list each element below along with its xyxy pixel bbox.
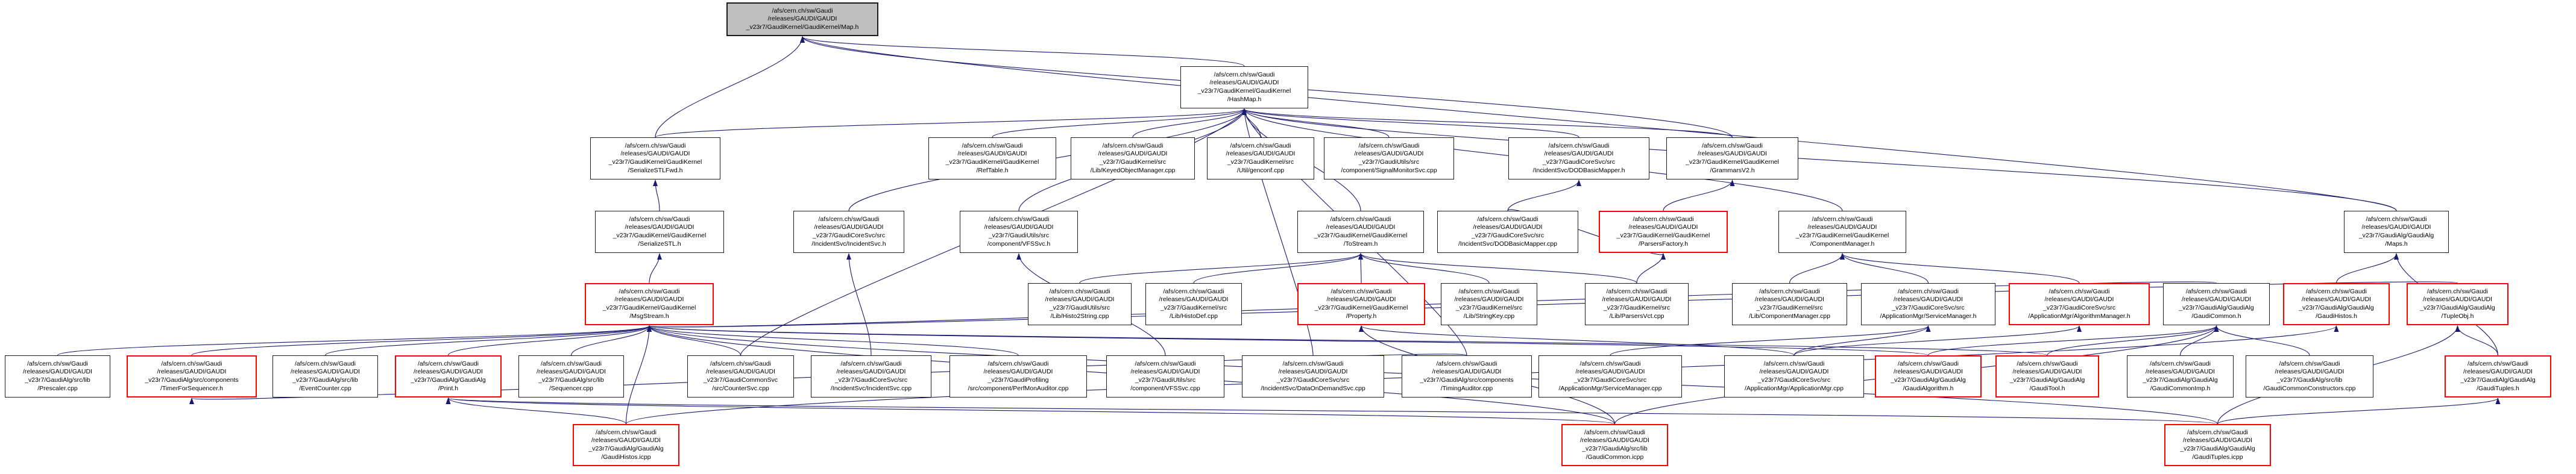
graph-node-gaudicommonconstructors_cpp[interactable] [2246, 355, 2373, 398]
graph-node-label-line: /afs/cern.ch/sw/Gaudi [1477, 215, 1538, 223]
graph-node-label-line: /releases/GAUDI/GAUDI [1807, 223, 1877, 231]
graph-node-label-line: /afs/cern.ch/sw/Gaudi [1282, 360, 1344, 367]
graph-node-label-line: _v23r7/GaudiCoreSvc/src [1573, 376, 1647, 384]
graph-node-label-line: /releases/GAUDI/GAUDI [1209, 79, 1279, 87]
graph-node-label-line: /releases/GAUDI/GAUDI [2302, 296, 2371, 304]
graph-node-keyedobjectmanager_cpp[interactable] [1071, 137, 1195, 179]
graph-node-label-line: /afs/cern.ch/sw/Gaudi [1102, 142, 1164, 149]
graph-node-label-line: /releases/GAUDI/GAUDI [1602, 296, 1672, 304]
graph-node-applicationmgr_cpp[interactable] [1724, 355, 1864, 398]
graph-node-label-line: /afs/cern.ch/sw/Gaudi [1606, 287, 1667, 295]
graph-node-label-line: _v23r7/GaudiKernel/GaudiKernel [945, 158, 1039, 166]
graph-node-label-line: /ApplicationMgr/ApplicationMgr.cpp [1744, 384, 1844, 392]
graph-node-gaudituples_icpp[interactable] [2164, 424, 2271, 466]
include-edge-countersvc_cpp-to-msgstream_h [649, 326, 741, 355]
include-edge-gaudicommonimp_h-to-gaudicommon_h [2181, 326, 2217, 355]
graph-node-dataondemandsvc_cpp[interactable] [1242, 355, 1384, 398]
graph-node-incidentsvc_cpp[interactable] [811, 355, 931, 398]
graph-node-label-line: /releases/GAUDI/GAUDI [291, 368, 360, 376]
graph-node-dodbasicmapper_h[interactable] [1508, 137, 1649, 179]
graph-node-label-line: /afs/cern.ch/sw/Gaudi [2306, 287, 2367, 295]
graph-node-label-line: /releases/GAUDI/GAUDI [614, 296, 684, 304]
graph-node-label-line: _v23r7/GaudiKernel/GaudiKernel [1795, 232, 1889, 239]
graph-node-label-line: /afs/cern.ch/sw/Gaudi [962, 142, 1023, 149]
graph-node-label-line: _v23r7/GaudiAlg/GaudiAlg [2180, 445, 2255, 452]
graph-node-label-line: /releases/GAUDI/GAUDI [591, 437, 661, 444]
include-edge-servicemanager_h-to-componentmanager_h [1842, 254, 1929, 283]
graph-node-timerforsequencer_h[interactable] [127, 355, 257, 398]
graph-node-label-line: /SerializeSTL.h [638, 240, 681, 248]
graph-node-label-line: _v23r7/GaudiKernel/GaudiKernel [608, 158, 702, 166]
graph-node-sequencer_cpp[interactable] [518, 355, 624, 398]
graph-node-label-line: _v23r7/GaudiCoreSvc/src [1276, 376, 1350, 384]
graph-node-label-line: _v23r7/GaudiKernel/GaudiKernel [1686, 158, 1779, 166]
graph-node-label-line: /afs/cern.ch/sw/Gaudi [295, 360, 356, 367]
include-edge-sequencer_cpp-to-msgstream_h [572, 326, 650, 355]
graph-node-label-line: _v23r7/GaudiUtils/src [1358, 158, 1420, 166]
include-edge-parsersvct_cpp-to-tostream_h [1361, 254, 1637, 283]
graph-node-label-line: /Property.h [1346, 312, 1377, 320]
include-edge-applicationmgr_cpp-to-algorithmmanager_h [1794, 326, 2079, 355]
graph-node-label-line: /afs/cern.ch/sw/Gaudi [2186, 287, 2247, 295]
graph-node-label-line: /afs/cern.ch/sw/Gaudi [1633, 215, 1694, 223]
include-edge-gaudituples_icpp-to-print_h [449, 398, 2218, 424]
include-edge-serializestlfwd_h-to-hashmap_h [655, 109, 1244, 137]
graph-node-label-line: /component/VFSSvc.cpp [1130, 384, 1200, 392]
graph-node-label-line: /GaudiTuples.icpp [2192, 453, 2243, 461]
graph-node-label-line: /releases/GAUDI/GAUDI [2044, 296, 2114, 304]
graph-node-label-line: /Lib/ComponentManager.cpp [1749, 312, 1830, 320]
graph-node-label-line: /releases/GAUDI/GAUDI [1580, 437, 1649, 444]
include-edge-timerforsequencer_h-to-msgstream_h [192, 326, 649, 355]
include-edge-componentmanager_cpp-to-componentmanager_h [1790, 254, 1843, 283]
graph-node-label-line: /releases/GAUDI/GAUDI [414, 368, 483, 376]
graph-node-label-line: /afs/cern.ch/sw/Gaudi [1436, 360, 1497, 367]
graph-node-label-line: _v23r7/GaudiUtils/src [1049, 304, 1110, 311]
graph-node-label-line: /IncidentSvc/DataOnDemandSvc.cpp [1261, 384, 1365, 392]
graph-node-label-line: /releases/GAUDI/GAUDI [625, 223, 694, 231]
include-edge-keyedobjectmanager_cpp-to-hashmap_h [1133, 109, 1244, 137]
graph-node-gauditool_h[interactable] [1995, 355, 2099, 398]
graph-node-label-line: _v23r7/GaudiAlg/GaudiAlg [2420, 304, 2495, 311]
graph-node-label-line: _v23r7/GaudiAlg/GaudiAlg [2009, 376, 2085, 384]
graph-node-label-line: _v23r7/GaudiCoreSvc/src [812, 232, 886, 239]
graph-node-label-line: /Util/genconf.cpp [1236, 166, 1285, 174]
graph-node-gaudituples_h[interactable] [2445, 355, 2551, 398]
graph-node-label-line: /afs/cern.ch/sw/Gaudi [2187, 428, 2248, 436]
graph-node-label-line: _v23r7/GaudiAlg/GaudiAlg [2460, 376, 2536, 384]
graph-node-label-line: /releases/GAUDI/GAUDI [983, 368, 1053, 376]
include-edge-msgstream_h-to-serializestl_h [649, 254, 660, 283]
graph-node-label-line: _v23r7/GaudiKernel/GaudiKernel [1616, 232, 1710, 239]
graph-node-label-line: /GaudiAlgorithm.h [1903, 384, 1954, 392]
graph-node-label-line: /afs/cern.ch/sw/Gaudi [1548, 142, 1610, 149]
graph-node-label-line: _v23r7/GaudiKernel/GaudiKernel [613, 232, 707, 239]
graph-node-gaudicommonimp_h[interactable] [2127, 355, 2234, 398]
graph-node-label-line: /releases/GAUDI/GAUDI [1159, 296, 1229, 304]
graph-node-label-line: /afs/cern.ch/sw/Gaudi [1898, 360, 1959, 367]
graph-node-label-line: /GaudiCommon.h [2191, 312, 2241, 320]
graph-node-label-line: /releases/GAUDI/GAUDI [1326, 296, 1396, 304]
graph-node-signalmonitorsvc_cpp[interactable] [1324, 137, 1454, 179]
graph-node-msgstream_h[interactable] [585, 283, 714, 325]
graph-node-label-line: _v23r7/GaudiAlg/GaudiAlg [411, 376, 486, 384]
graph-node-label-line: /releases/GAUDI/GAUDI [1454, 296, 1524, 304]
graph-node-label-line: /releases/GAUDI/GAUDI [836, 368, 906, 376]
graph-node-label-line: /releases/GAUDI/GAUDI [2146, 368, 2215, 376]
graph-node-label-line: /afs/cern.ch/sw/Gaudi [2427, 287, 2488, 295]
graph-node-maps_h[interactable] [2344, 211, 2449, 253]
include-edge-gaudihistos_h-to-maps_h [2337, 254, 2397, 283]
graph-node-label-line: /afs/cern.ch/sw/Gaudi [1898, 287, 1959, 295]
include-edge-gaudialgorithm_h-to-gaudicommon_h [1929, 326, 2217, 355]
graph-node-label-line: /releases/GAUDI/GAUDI [1698, 150, 1767, 158]
graph-node-label-line: /afs/cern.ch/sw/Gaudi [619, 287, 680, 295]
graph-node-label-line: _v23r7/GaudiKernel/src [1756, 304, 1823, 311]
graph-node-label-line: /ToStream.h [1343, 240, 1378, 248]
graph-node-label-line: /releases/GAUDI/GAUDI [2182, 296, 2251, 304]
graph-node-serializestlfwd_h[interactable] [590, 137, 720, 179]
include-edge-incidentsvc_cpp-to-incidentsvc_h [849, 254, 871, 355]
graph-node-label-line: /releases/GAUDI/GAUDI [984, 223, 1054, 231]
graph-node-label-line: /IncidentSvc/IncidentSvc.cpp [830, 384, 912, 392]
graph-node-label-line: /releases/GAUDI/GAUDI [537, 368, 606, 376]
graph-node-label-line: /afs/cern.ch/sw/Gaudi [1702, 142, 1763, 149]
graph-node-label-line: _v23r7/GaudiKernel/GaudiKernel [1314, 232, 1408, 239]
include-edge-algorithmmanager_h-to-componentmanager_h [1842, 254, 2079, 283]
graph-node-vfssvc_cpp[interactable] [1106, 355, 1224, 398]
graph-node-map_h[interactable] [726, 2, 878, 36]
graph-node-parsersvct_cpp[interactable] [1585, 283, 1689, 325]
graph-node-stringkey_cpp[interactable] [1441, 283, 1537, 325]
graph-node-label-line: /afs/cern.ch/sw/Gaudi [2279, 360, 2340, 367]
graph-node-label-line: /GaudiTuples.h [2477, 384, 2519, 392]
graph-node-label-line: /releases/GAUDI/GAUDI [1354, 150, 1424, 158]
graph-node-label-line: _v23r7/GaudiAlg/GaudiAlg [2179, 304, 2254, 311]
graph-node-label-line: /afs/cern.ch/sw/Gaudi [2467, 360, 2528, 367]
include-edge-histo2string_cpp-to-tostream_h [1080, 254, 1361, 283]
graph-node-label-line: _v23r7/GaudiCoreSvc/src [2042, 304, 2116, 311]
graph-node-label-line: /afs/cern.ch/sw/Gaudi [710, 360, 771, 367]
graph-node-label-line: /afs/cern.ch/sw/Gaudi [840, 360, 902, 367]
graph-node-label-line: /releases/GAUDI/GAUDI [2423, 296, 2492, 304]
graph-node-label-line: /releases/GAUDI/GAUDI [157, 368, 227, 376]
graph-node-label-line: /afs/cern.ch/sw/Gaudi [541, 360, 602, 367]
include-edge-gaudicommon_icpp-to-print_h [449, 398, 1615, 424]
graph-node-label-line: _v23r7/GaudiCommonSvc [703, 376, 778, 384]
include-edge-stringkey_cpp-to-tostream_h [1361, 254, 1489, 283]
graph-node-label-line: _v23r7/GaudiKernel/src [1160, 304, 1227, 311]
graph-node-label-line: /releases/GAUDI/GAUDI [1894, 296, 1963, 304]
graph-node-label-line: /afs/cern.ch/sw/Gaudi [629, 215, 690, 223]
graph-node-label-line: /SerializeSTLFwd.h [628, 166, 683, 174]
graph-node-label-line: _v23r7/GaudiAlg/src/lib [292, 376, 358, 384]
graph-node-label-line: /releases/GAUDI/GAUDI [1544, 150, 1614, 158]
graph-node-label-line: /releases/GAUDI/GAUDI [1098, 150, 1168, 158]
graph-node-label-line: /releases/GAUDI/GAUDI [2012, 368, 2082, 376]
graph-node-prescaler_cpp[interactable] [5, 355, 110, 398]
graph-node-label-line: /ParsersFactory.h [1638, 240, 1689, 248]
graph-node-label-line: /releases/GAUDI/GAUDI [767, 15, 837, 23]
graph-node-label-line: /Lib/StringKey.cpp [1463, 312, 1515, 320]
graph-node-genconf_cpp[interactable] [1207, 137, 1314, 179]
graph-node-label-line: /releases/GAUDI/GAUDI [1326, 223, 1396, 231]
include-edge-gaudihistos_icpp-to-msgstream_h [626, 326, 650, 424]
graph-node-label-line: /afs/cern.ch/sw/Gaudi [1812, 215, 1873, 223]
graph-node-label-line: /releases/GAUDI/GAUDI [1628, 223, 1698, 231]
graph-node-label-line: /afs/cern.ch/sw/Gaudi [1584, 428, 1645, 436]
graph-node-label-line: /releases/GAUDI/GAUDI [1575, 368, 1645, 376]
graph-node-label-line: /afs/cern.ch/sw/Gaudi [2049, 287, 2110, 295]
graph-node-label-line: /releases/GAUDI/GAUDI [1045, 296, 1115, 304]
graph-node-label-line: _v23r7/GaudiAlg/GaudiAlg [2143, 376, 2218, 384]
graph-node-label-line: /Lib/ParsersVct.cpp [1609, 312, 1664, 320]
graph-node-servicemanager_cpp[interactable] [1538, 355, 1682, 398]
graph-node-label-line: /afs/cern.ch/sw/Gaudi [596, 428, 657, 436]
graph-node-label-line: _v23r7/GaudiCoreSvc/src [1471, 232, 1545, 239]
graph-node-label-line: _v23r7/GaudiAlg/GaudiAlg [588, 445, 664, 452]
graph-node-gaudialgorithm_h[interactable] [1875, 355, 1982, 398]
graph-node-label-line: /afs/cern.ch/sw/Gaudi [1763, 360, 1825, 367]
graph-node-label-line: _v23r7/GaudiAlg/GaudiAlg [2299, 304, 2374, 311]
graph-node-label-line: /Maps.h [2385, 240, 2408, 248]
graph-node-label-line: /afs/cern.ch/sw/Gaudi [161, 360, 222, 367]
graph-node-histodef_cpp[interactable] [1145, 283, 1242, 325]
graph-node-serializestl_h[interactable] [595, 211, 724, 253]
graph-node-label-line: /Lib/KeyedObjectManager.cpp [1090, 166, 1176, 174]
graph-node-label-line: /afs/cern.ch/sw/Gaudi [1330, 215, 1391, 223]
include-edge-eventcounter_cpp-to-msgstream_h [326, 326, 650, 355]
graph-node-label-line: /afs/cern.ch/sw/Gaudi [1759, 287, 1820, 295]
graph-node-tupleobj_h[interactable] [2407, 283, 2508, 325]
graph-node-label-line: /releases/GAUDI/GAUDI [2361, 223, 2431, 231]
graph-node-label-line: _v23r7/GaudiProfiling [987, 376, 1049, 384]
graph-node-reftable_h[interactable] [928, 137, 1056, 179]
graph-node-label-line: /afs/cern.ch/sw/Gaudi [988, 215, 1050, 223]
graph-node-label-line: /MsgStream.h [629, 312, 669, 320]
graph-node-label-line: /IncidentSvc/IncidentSvc.h [811, 240, 886, 248]
graph-node-label-line: /releases/GAUDI/GAUDI [2275, 368, 2345, 376]
graph-node-label-line: /releases/GAUDI/GAUDI [1755, 296, 1824, 304]
graph-node-label-line: /GrammarsV2.h [1710, 166, 1755, 174]
graph-node-label-line: /releases/GAUDI/GAUDI [1130, 368, 1200, 376]
include-edge-gauditool_h-to-msgstream_h [649, 326, 2047, 355]
graph-node-eventcounter_cpp[interactable] [272, 355, 378, 398]
graph-node-hashmap_h[interactable] [1180, 66, 1308, 108]
graph-node-label-line: /GaudiHistos.h [2316, 312, 2357, 320]
graph-node-label-line: /afs/cern.ch/sw/Gaudi [987, 360, 1049, 367]
graph-node-label-line: _v23r7/GaudiAlg/src/lib [2276, 376, 2343, 384]
graph-node-label-line: /IncidentSvc/DODBasicMapper.cpp [1458, 240, 1557, 248]
graph-node-label-line: _v23r7/GaudiCoreSvc/src [1757, 376, 1831, 384]
graph-node-label-line: /releases/GAUDI/GAUDI [2463, 368, 2533, 376]
graph-node-label-line: /TupleObj.h [2441, 312, 2474, 320]
graph-node-label-line: /afs/cern.ch/sw/Gaudi [1135, 360, 1196, 367]
include-edge-serializestl_h-to-serializestlfwd_h [655, 180, 660, 211]
graph-node-parsersfactory_h[interactable] [1599, 211, 1728, 253]
graph-node-label-line: /Prescaler.cpp [37, 384, 78, 392]
graph-node-dodbasicmapper_cpp[interactable] [1437, 211, 1578, 253]
graph-node-timingauditor_cpp[interactable] [1402, 355, 1532, 398]
graph-node-label-line: /GaudiCommonImp.h [2150, 384, 2211, 392]
graph-node-label-line: _v23r7/GaudiCoreSvc/src [834, 376, 908, 384]
graph-node-label-line: /afs/cern.ch/sw/Gaudi [1214, 70, 1275, 78]
graph-node-label-line: /releases/GAUDI/GAUDI [1759, 368, 1829, 376]
graph-node-label-line: _v23r7/GaudiAlg/GaudiAlg [1891, 376, 1966, 384]
include-edge-maps_h-to-map_h [802, 37, 2396, 211]
graph-node-label-line: /HashMap.h [1227, 95, 1262, 103]
graph-node-label-line: /releases/GAUDI/GAUDI [2183, 437, 2252, 444]
graph-node-label-line: /releases/GAUDI/GAUDI [1473, 223, 1543, 231]
graph-node-label-line: /releases/GAUDI/GAUDI [1278, 368, 1348, 376]
graph-node-label-line: /releases/GAUDI/GAUDI [1894, 368, 1963, 376]
graph-node-label-line: /afs/cern.ch/sw/Gaudi [418, 360, 479, 367]
graph-node-label-line: /Lib/Histo2String.cpp [1050, 312, 1109, 320]
graph-node-label-line: /releases/GAUDI/GAUDI [1432, 368, 1502, 376]
graph-node-label-line: /component/SignalMonitorSvc.cpp [1341, 166, 1437, 174]
graph-node-label-line: /component/VFSSvc.h [987, 240, 1051, 248]
graph-node-label-line: /afs/cern.ch/sw/Gaudi [2017, 360, 2078, 367]
graph-node-label-line: _v23r7/GaudiKernel/GaudiKernel [602, 304, 696, 311]
graph-node-label-line: /ComponentManager.h [1810, 240, 1875, 248]
graph-node-label-line: /releases/GAUDI/GAUDI [1226, 150, 1296, 158]
include-edge-parsersfactory_h-to-grammarsv2_h [1663, 180, 1733, 211]
graph-node-label-line: /Sequencer.cpp [549, 384, 593, 392]
graph-node-label-line: _v23r7/GaudiAlg/GaudiAlg [2358, 232, 2434, 239]
graph-node-label-line: /afs/cern.ch/sw/Gaudi [1358, 142, 1420, 149]
include-edge-dodbasicmapper_cpp-to-dodbasicmapper_h [1508, 180, 1579, 211]
graph-node-label-line: /afs/cern.ch/sw/Gaudi [2366, 215, 2427, 223]
graph-node-label-line: _v23r7/GaudiCoreSvc/src [1542, 158, 1616, 166]
graph-node-label-line: /IncidentSvc/DODBasicMapper.h [1532, 166, 1625, 174]
graph-node-componentmanager_cpp[interactable] [1732, 283, 1847, 325]
graph-node-label-line: _v23r7/GaudiKernel/src [1227, 158, 1294, 166]
include-edge-prescaler_cpp-to-msgstream_h [58, 326, 650, 355]
graph-node-label-line: /Lib/HistoDef.cpp [1170, 312, 1218, 320]
graph-node-label-line: /src/CounterSvc.cpp [712, 384, 769, 392]
include-edge-parsersvct_cpp-to-parsersfactory_h [1637, 254, 1663, 283]
graph-node-gaudicommon_icpp[interactable] [1561, 424, 1668, 466]
include-edge-serializestlfwd_h-to-map_h [655, 37, 802, 137]
graph-node-label-line: /releases/GAUDI/GAUDI [23, 368, 92, 376]
graph-node-label-line: _v23r7/GaudiKernel/GaudiKernel/Map.h [746, 23, 859, 31]
graph-node-label-line: _v23r7/GaudiAlg/src/lib [25, 376, 90, 384]
graph-node-label-line: /releases/GAUDI/GAUDI [620, 150, 690, 158]
graph-node-label-line: /releases/GAUDI/GAUDI [957, 150, 1027, 158]
graph-node-label-line: _v23r7/GaudiAlg/src/components [145, 376, 239, 384]
graph-node-label-line: /afs/cern.ch/sw/Gaudi [1331, 287, 1392, 295]
graph-node-label-line: /afs/cern.ch/sw/Gaudi [818, 215, 880, 223]
graph-node-label-line: /TimerForSequencer.h [160, 384, 224, 392]
graph-node-label-line: _v23r7/GaudiUtils/src [1135, 376, 1196, 384]
graph-node-label-line: _v23r7/GaudiKernel/src [1603, 304, 1671, 311]
graph-node-perfmonauditor_cpp[interactable] [949, 355, 1087, 398]
graph-node-label-line: /afs/cern.ch/sw/Gaudi [1579, 360, 1641, 367]
graph-node-label-line: _v23r7/GaudiAlg/src/components [1420, 376, 1514, 384]
graph-node-label-line: /ApplicationMgr/ServiceManager.cpp [1558, 384, 1662, 392]
graph-node-label-line: /GaudiCommon.icpp [1586, 453, 1644, 461]
graph-node-histo2string_cpp[interactable] [1028, 283, 1132, 325]
graph-node-gaudihistos_icpp[interactable] [573, 424, 679, 466]
include-edge-reftable_h-to-hashmap_h [992, 109, 1244, 137]
graph-node-label-line: _v23r7/GaudiAlg/src/lib [1582, 445, 1648, 452]
graph-node-print_h[interactable] [395, 355, 502, 398]
include-edge-gaudituples_icpp-to-gaudituples_h [2218, 398, 2498, 424]
graph-node-label-line: /afs/cern.ch/sw/Gaudi [2150, 360, 2211, 367]
graph-node-label-line: /afs/cern.ch/sw/Gaudi [27, 360, 88, 367]
graph-node-label-line: /GaudiCommonConstructors.cpp [2263, 384, 2356, 392]
graph-node-label-line: _v23r7/GaudiKernel/GaudiKernel [1314, 304, 1408, 311]
graph-node-label-line: /ApplicationMgr/ServiceManager.h [1880, 312, 1977, 320]
graph-node-label-line: /EventCounter.cpp [299, 384, 351, 392]
include-edge-applicationmgr_cpp-to-servicemanager_h [1794, 326, 1929, 355]
graph-node-label-line: /afs/cern.ch/sw/Gaudi [625, 142, 686, 149]
graph-node-label-line: _v23r7/GaudiKernel/src [1099, 158, 1167, 166]
graph-node-componentmanager_h[interactable] [1778, 211, 1906, 253]
graph-node-label-line: /Print.h [438, 384, 459, 392]
graph-node-label-line: _v23r7/GaudiKernel/GaudiKernel [1197, 87, 1291, 95]
graph-node-label-line: /TimingAuditor.cpp [1440, 384, 1493, 392]
graph-node-label-line: /releases/GAUDI/GAUDI [706, 368, 775, 376]
graph-node-incidentsvc_h[interactable] [793, 211, 904, 253]
graph-node-grammarsv2_h[interactable] [1666, 137, 1798, 179]
graph-node-label-line: /GaudiHistos.icpp [601, 453, 651, 461]
graph-node-vfssvc_h[interactable] [960, 211, 1078, 253]
graph-node-label-line: /afs/cern.ch/sw/Gaudi [1458, 287, 1520, 295]
graph-node-label-line: /afs/cern.ch/sw/Gaudi [1049, 287, 1110, 295]
graph-node-servicemanager_h[interactable] [1861, 283, 1995, 325]
graph-node-gaudicommon_h[interactable] [2163, 283, 2270, 325]
graph-node-label-line: /RefTable.h [976, 166, 1009, 174]
include-edge-hashmap_h-to-map_h [802, 37, 1244, 66]
graph-node-label-line: /afs/cern.ch/sw/Gaudi [1230, 142, 1291, 149]
graph-node-label-line: /releases/GAUDI/GAUDI [814, 223, 884, 231]
graph-node-property_h[interactable] [1297, 283, 1425, 325]
graph-node-label-line: /src/component/PerfMonAuditor.cpp [968, 384, 1069, 392]
graph-node-label-line: /ApplicationMgr/AlgorithmManager.h [2028, 312, 2130, 320]
graph-node-gaudihistos_h[interactable] [2283, 283, 2390, 325]
graph-node-label-line: /afs/cern.ch/sw/Gaudi [772, 7, 833, 14]
graph-node-label-line: /GaudiTool.h [2029, 384, 2065, 392]
graph-node-label-line: _v23r7/GaudiUtils/src [988, 232, 1050, 239]
graph-node-label-line: /afs/cern.ch/sw/Gaudi [1163, 287, 1224, 295]
graph-node-tostream_h[interactable] [1297, 211, 1424, 253]
graph-node-algorithmmanager_h[interactable] [2009, 283, 2150, 325]
graph-node-countersvc_cpp[interactable] [687, 355, 794, 398]
graph-node-label-line: _v23r7/GaudiKernel/src [1455, 304, 1523, 311]
graph-node-label-line: _v23r7/GaudiCoreSvc/src [1892, 304, 1965, 311]
include-edge-applicationmgr_cpp-to-property_h [1361, 326, 1794, 355]
graph-node-label-line: _v23r7/GaudiAlg/src/lib [538, 376, 604, 384]
